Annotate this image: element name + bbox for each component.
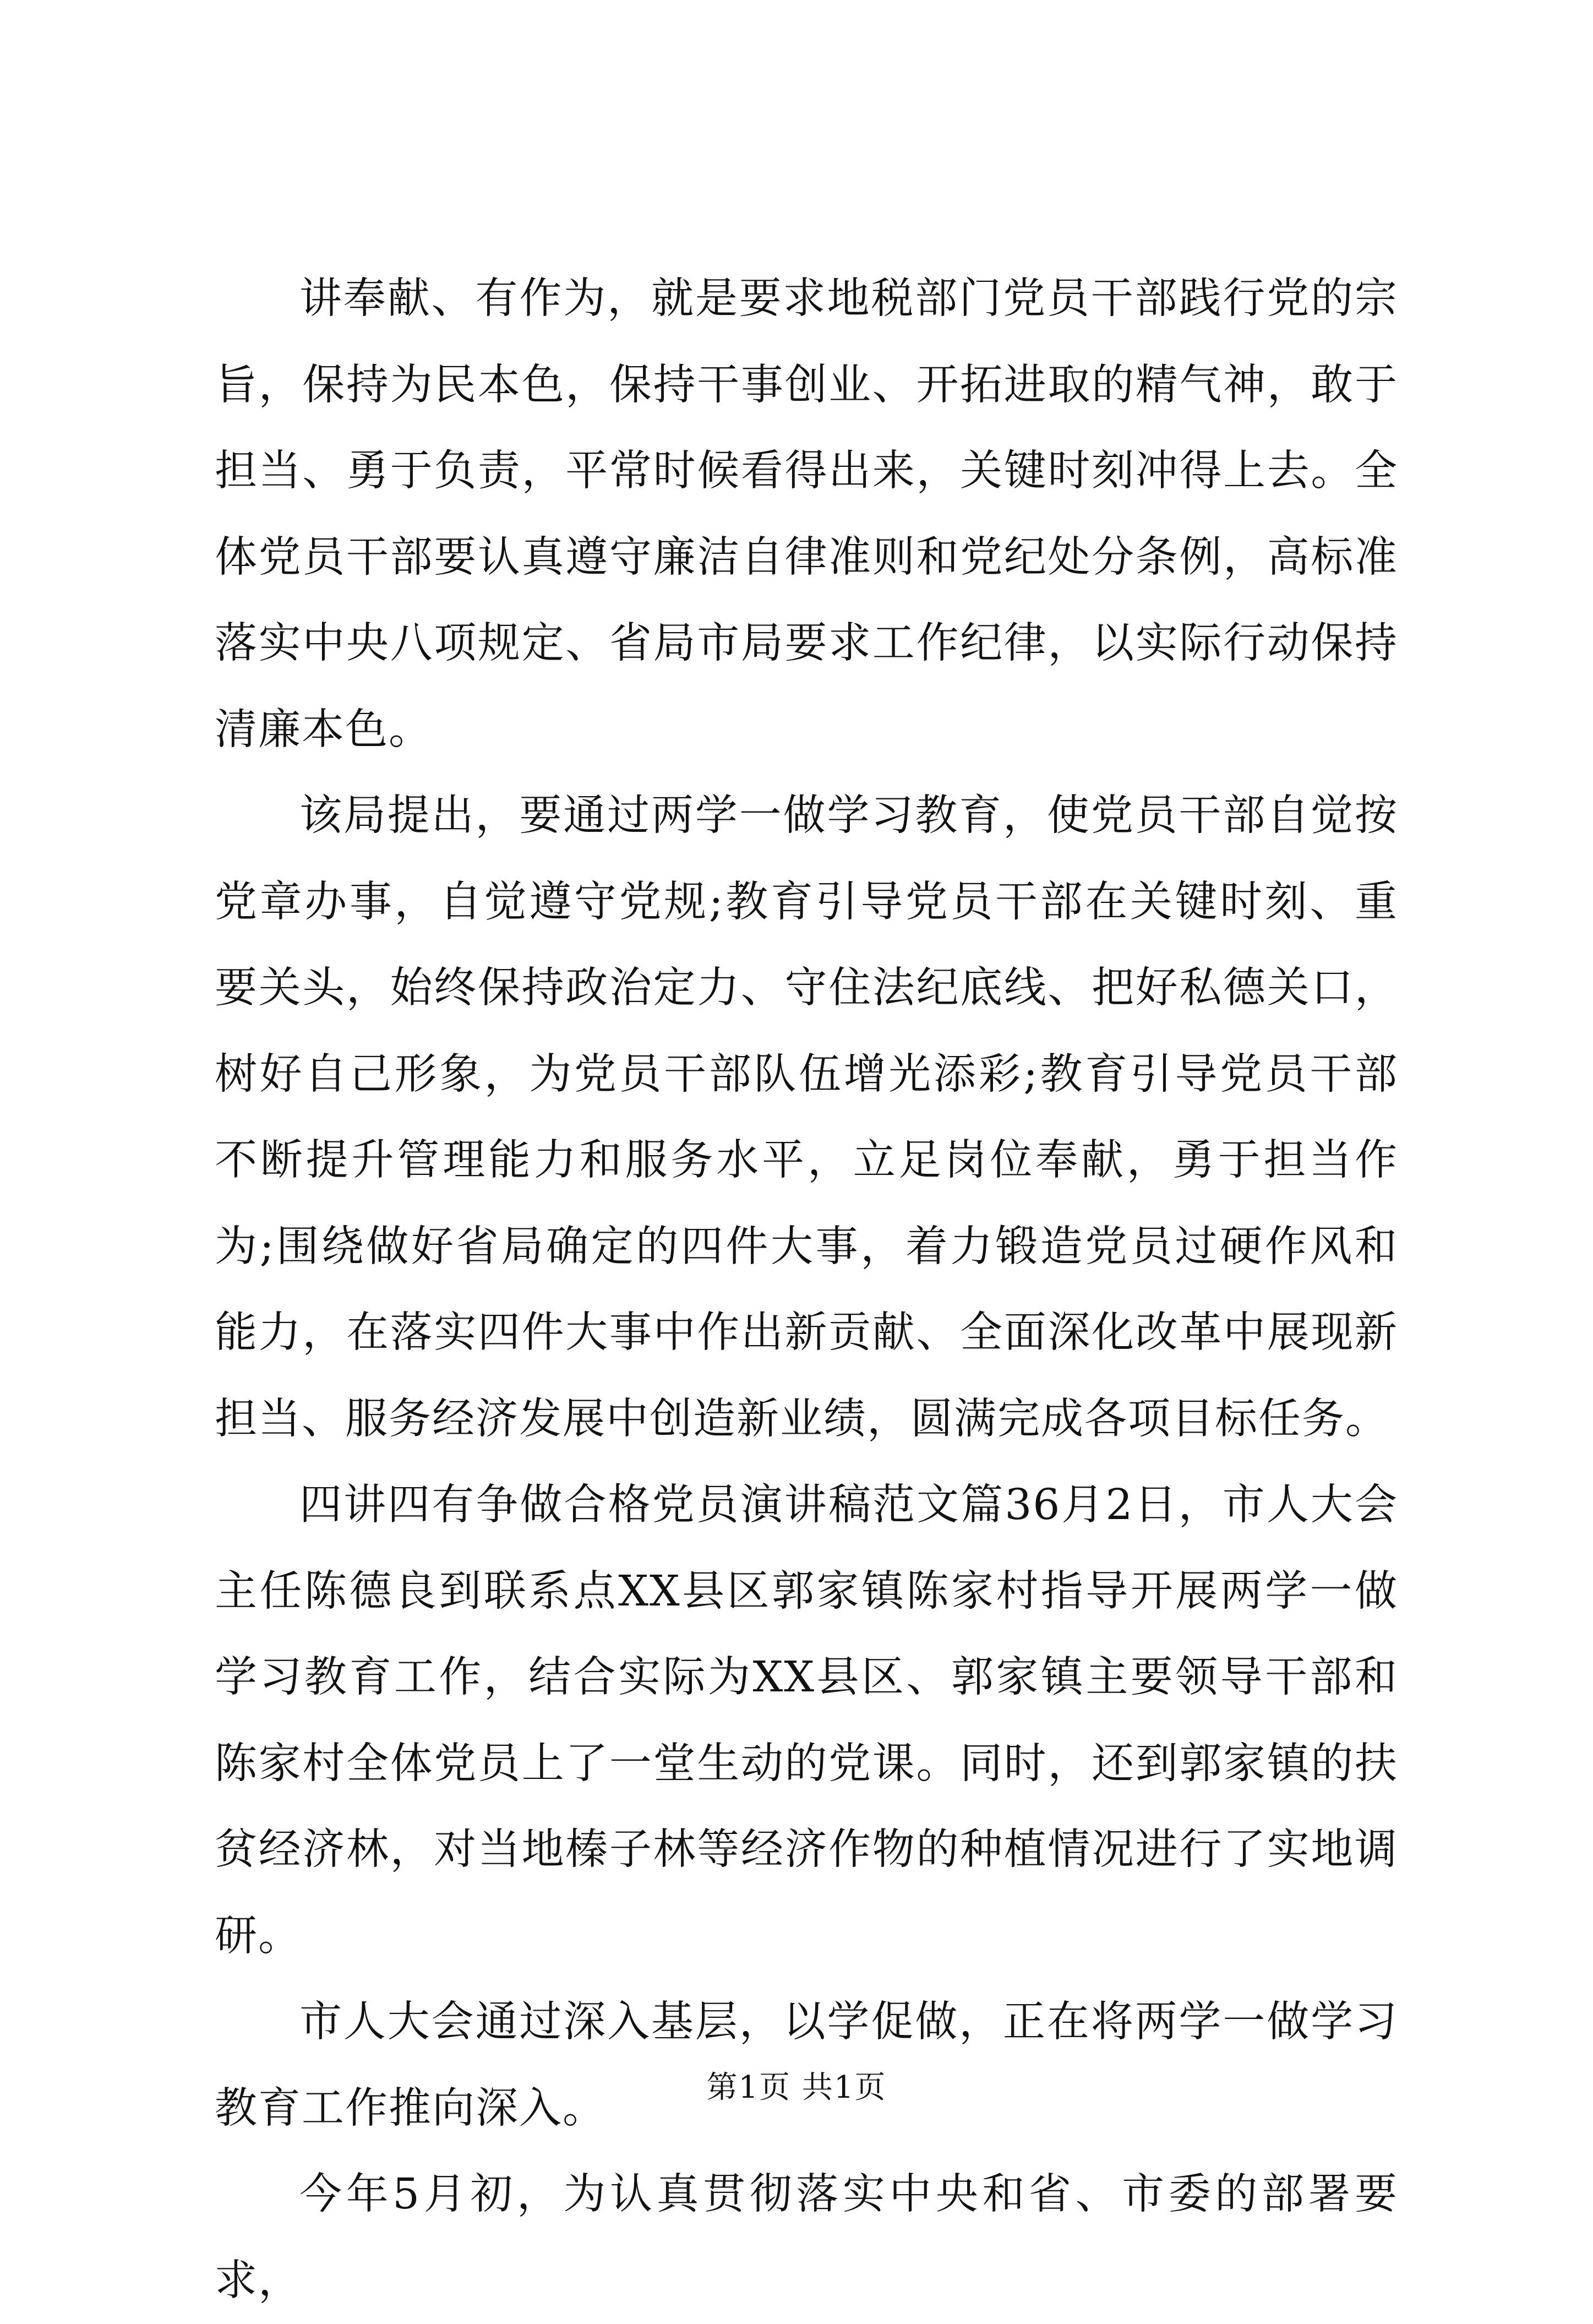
paragraph-5: 今年5月初，为认真贯彻落实中央和省、市委的部署要求， <box>215 2170 1398 2305</box>
paragraph-3: 四讲四有争做合格党员演讲稿范文篇36月2日，市人大会主任陈德良到联系点XX县区郭家镇陈家村指导开展两学一做学习教育工作，结合实际为XX县区、郭家镇主要领导干部和陈家村全体党员上了一堂生动的党课。同时，还到郭家镇的扶贫经济林，对当地榛子林等经济作物的种植情况进行了实地调研。 <box>215 1481 1398 1961</box>
document-body <box>215 256 1398 2324</box>
paragraph-4: 市人大会通过深入基层，以学促做，正在将两学一做学习教育工作推向深入。 <box>215 1998 1398 2133</box>
paragraph-1: 讲奉献、有作为，就是要求地税部门党员干部践行党的宗旨，保持为民本色，保持干事创业、开拓进取的精气神，敢于担当、勇于负责，平常时候看得出来，关键时刻冲得上去。全体党员干部要认真遵守廉洁自律准则和党纪处分条例，高标准落实中央八项规定、省局市局要求工作纪律，以实际行动保持清廉本色。 <box>215 274 1398 754</box>
paragraph-2: 该局提出，要通过两学一做学习教育，使党员干部自觉按党章办事，自觉遵守党规;教育引导党员干部在关键时刻、重要关头，始终保持政治定力、守住法纪底线、把好私德关口，树好自己形象，为党员干部队伍增光添彩;教育引导党员干部不断提升管理能力和服务水平，立足岗位奉献，勇于担当作为;围绕做好省局确定的四件大事，着力锻造党员过硬作风和能力，在落实四件大事中作出新贡献、全面深化改革中展现新担当、服务经济发展中创造新业绩，圆满完成各项目标任务。 <box>215 791 1398 1444</box>
page-footer: 第1页 共1页 <box>706 2070 887 2105</box>
